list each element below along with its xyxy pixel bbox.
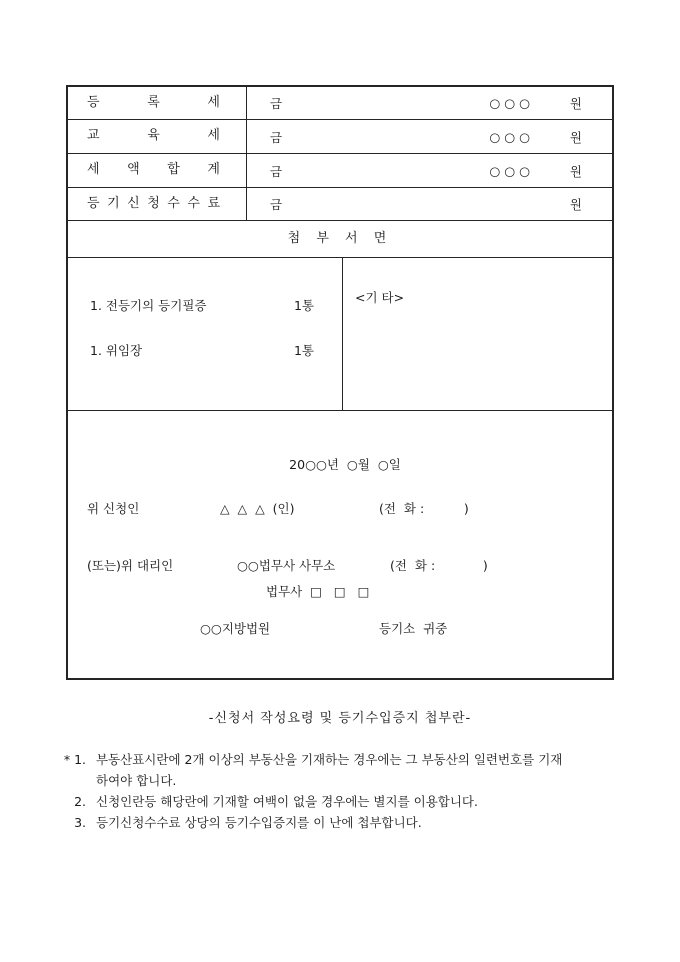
agent-label: (또는)위 대리인 bbox=[87, 558, 174, 573]
court-name: ○○지방법원 bbox=[200, 621, 271, 636]
amount-unit: 원 bbox=[569, 96, 582, 111]
table-row-registration-tax bbox=[68, 87, 612, 120]
etc-label: <기 타> bbox=[355, 290, 405, 305]
instructions-title: -신청서 작성요령 및 등기수입증지 첩부란- bbox=[208, 711, 472, 726]
amount-prefix: 금 bbox=[270, 129, 283, 145]
signature-section bbox=[68, 411, 612, 678]
agent-office-name: ○○법무사 사무소 bbox=[237, 558, 336, 573]
tax-value-cell bbox=[247, 87, 612, 119]
attachments-etc-cell bbox=[343, 258, 612, 410]
table-row-application-fee bbox=[68, 188, 612, 221]
amount-unit: 원 bbox=[569, 197, 582, 212]
note-text bbox=[96, 749, 630, 791]
amount-prefix: 금 bbox=[270, 96, 283, 111]
agent-title-line: 법무사 □ □ □ bbox=[266, 584, 370, 599]
attachments-section-title: 첨 부 서 면 bbox=[68, 221, 612, 258]
note-item bbox=[40, 791, 630, 812]
amount-placeholder: ○ ○ ○ bbox=[489, 95, 530, 111]
attachment-name: 1. 위임장 bbox=[90, 343, 143, 358]
amount-placeholder: ○ ○ ○ bbox=[489, 129, 530, 144]
amount-unit: 원 bbox=[569, 129, 582, 145]
tax-label: 교 육 세 bbox=[68, 120, 247, 153]
note-item bbox=[40, 749, 630, 791]
table-row-tax-total bbox=[68, 154, 612, 188]
attachment-name: 1. 전등기의 등기필증 bbox=[90, 298, 207, 313]
tax-value-cell bbox=[247, 154, 612, 187]
list-item bbox=[68, 296, 342, 314]
note-line: 하여야 합니다. bbox=[96, 773, 177, 788]
tax-label: 세 액 합 계 bbox=[68, 154, 247, 187]
tax-value-cell bbox=[247, 120, 612, 153]
amount-prefix: 금 bbox=[270, 197, 283, 212]
note-text bbox=[96, 812, 630, 833]
attachments-section bbox=[68, 258, 612, 411]
note-line: 등기신청수수료 상당의 등기수입증지를 이 난에 첩부합니다. bbox=[96, 815, 422, 830]
note-marker: * 1. bbox=[63, 752, 86, 767]
amount-placeholder: ○ ○ ○ bbox=[489, 163, 530, 178]
applicant-phone-field: (전 화 : ) bbox=[379, 501, 469, 516]
form-table bbox=[66, 85, 614, 680]
amount-unit: 원 bbox=[569, 163, 582, 179]
amount-prefix: 금 bbox=[270, 163, 283, 179]
tax-label: 등 록 세 bbox=[68, 87, 247, 119]
attachment-count: 1통 bbox=[293, 343, 314, 358]
applicant-label: 위 신청인 bbox=[87, 501, 140, 516]
note-line: 부동산표시란에 2개 이상의 부동산을 기재하는 경우에는 그 부동산의 일련번호를 기재 bbox=[96, 752, 563, 767]
tax-value-cell bbox=[247, 188, 612, 220]
list-item bbox=[68, 341, 342, 359]
instructions-notes bbox=[40, 749, 630, 833]
note-item bbox=[40, 812, 630, 833]
applicant-name-seal: △ △ △ (인) bbox=[220, 501, 295, 516]
attachment-count: 1통 bbox=[293, 298, 314, 313]
court-addressee: 등기소 귀중 bbox=[379, 621, 448, 636]
form-date: 20○○년 ○월 ○일 bbox=[289, 457, 401, 472]
attachments-list bbox=[68, 258, 343, 410]
tax-label: 등 기 신 청 수 수 료 bbox=[68, 188, 247, 220]
note-text bbox=[96, 791, 630, 812]
note-line: 신청인란등 해당란에 기재할 여백이 없을 경우에는 별지를 이용합니다. bbox=[96, 794, 478, 809]
agent-phone-field: (전 화 : ) bbox=[390, 558, 488, 573]
table-row-education-tax bbox=[68, 120, 612, 154]
note-marker: 3. bbox=[74, 815, 86, 830]
note-marker: 2. bbox=[74, 794, 86, 809]
